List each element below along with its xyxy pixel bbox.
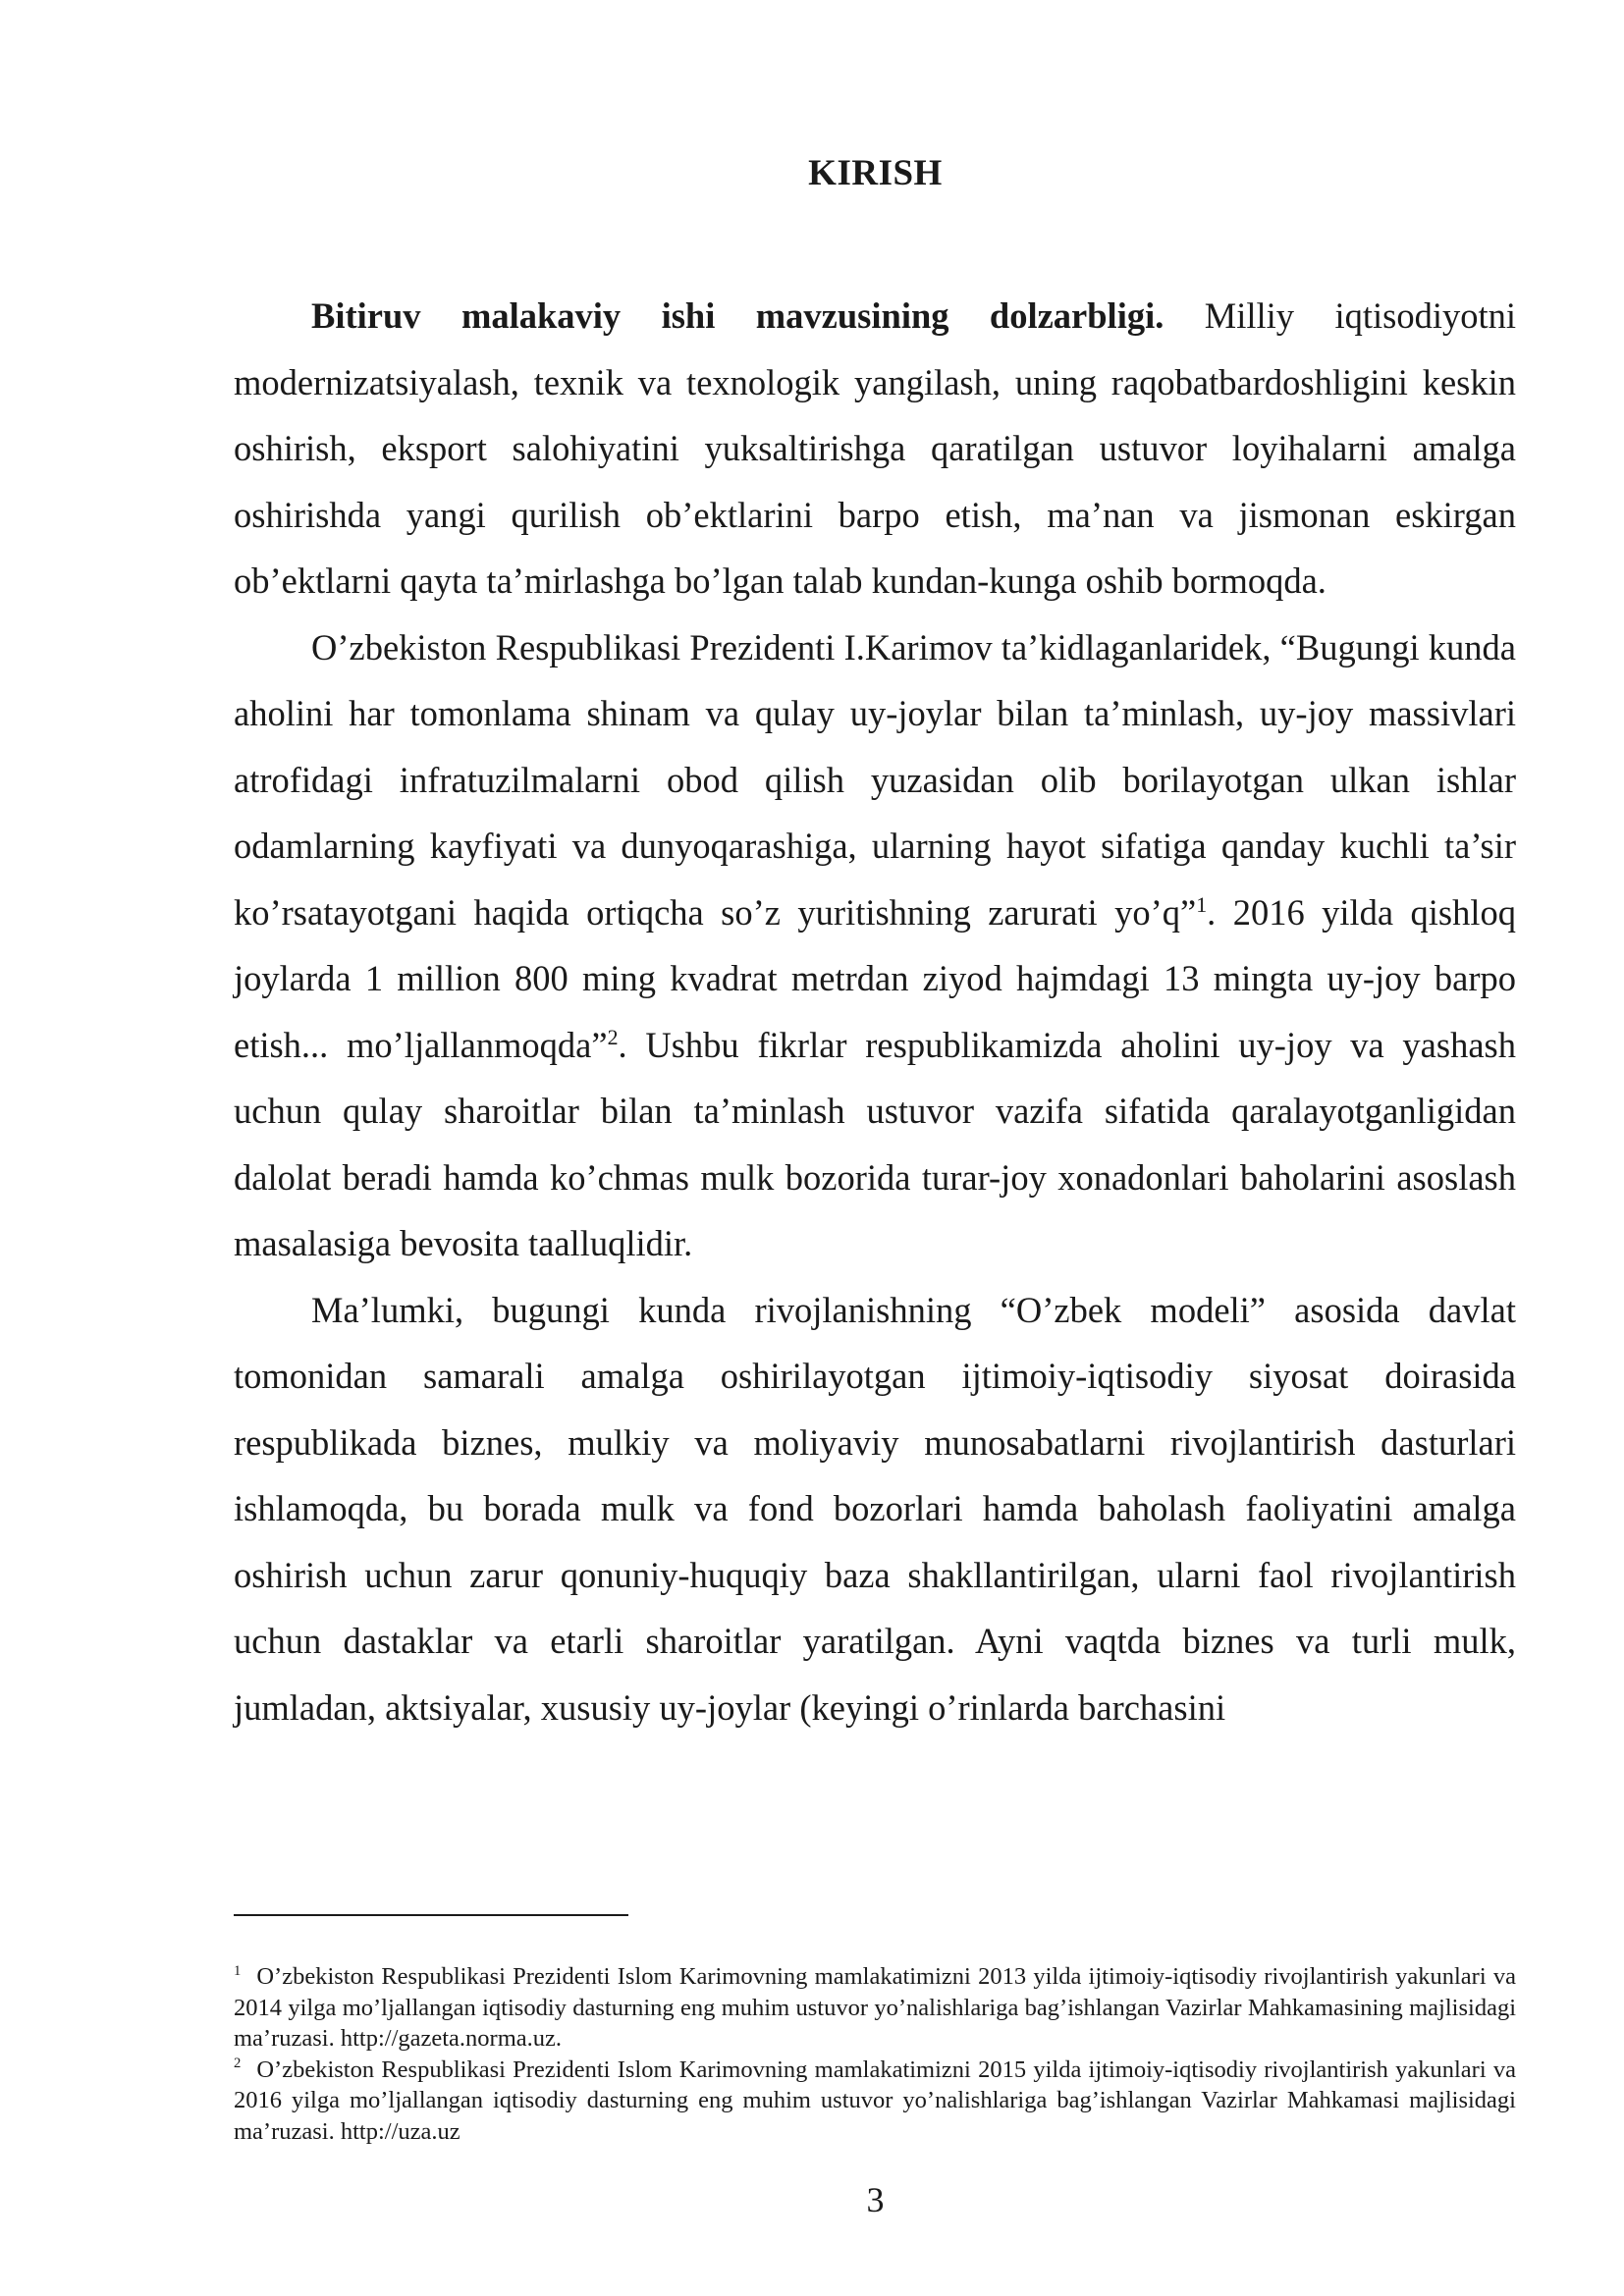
paragraph-relevance [234,283,1516,614]
quote-text-part1: O’zbekiston Respublikasi Prezidenti I.Karimov ta’kidlaganlaridek, “Bugungi kunda aholini har tomonlama shinam va qulay uy-joylar bilan ta’minlash, uy-joy massivlari atrofidagi infratuzilmalarni obod qilish yuzasidan olib borilayotgan ulkan ishlar odamlarning kayfiyati va dunyoqarashiga, ularning hayot sifatiga qanday kuchli ta’sir ko’rsatayotgani haqida ortiqcha so’z yuritishning zarurati yo’q” [234,626,1516,933]
paragraph-lead: Bitiruv malakaviy ishi mavzusining dolzarbligi. [311,295,1164,336]
paragraph-text: Milliy iqtisodiyotni modernizatsiyalash, texnik va texnologik yangilash, uning raqobatbardoshligini keskin oshirish, eksport salohiyatini yuksaltirishga qaratilgan ustuvor loyihalarni amalga oshirishda yangi qurilish ob’ektlarini barpo etish, ma’nan va jismonan eskirgan ob’ektlarni qayta ta’mirlashga bo’lgan talab kundan-kunga oshib bormoqda. [234,295,1516,601]
quote-text-part2: . 2016 yilda qishloq joylarda 1 million 800 ming kvadrat metrdan ziyod hajmdagi 13 mingta uy-joy barpo etish... mo’ljallanmoqda” [234,891,1516,1065]
footnote-ref-2: 2 [607,1024,619,1049]
footnote-1 [234,1961,1516,2055]
body-text [234,283,1516,1740]
footnote-separator [234,1914,628,1916]
footnote-text-2: O’zbekiston Respublikasi Prezidenti Islom Karimovning mamlakatimizni 2015 yilda ijtimoiy-iqtisodiy rivojlantirish yakunlari va 2016 yilga mo’ljallangan iqtisodiy dasturning eng muhim ustuvor yo’nalishlariga bag’ishlangan Vazirlar Mahkamasi majlisidagi ma’ruzasi. http://uza.uz [234,2056,1516,2145]
page-number: 3 [866,2180,885,2219]
footnote-ref-1: 1 [1196,891,1208,917]
quote-text-part3: . Ushbu fikrlar respublikamizda aholini uy-joy va yashash uchun qulay sharoitlar bilan ta’minlash ustuvor vazifa sifatida qaralayotganligidan dalolat beradi hamda ko’chmas mulk bozorida turar-joy xonadonlari baholarini asoslash masalasiga bevosita taalluqlidir. [234,1024,1516,1263]
footnote-text-1: O’zbekiston Respublikasi Prezidenti Islom Karimovning mamlakatimizni 2013 yilda ijtimoiy-iqtisodiy rivojlantirish yakunlari va 2014 yilga mo’ljallangan iqtisodiy dasturning eng muhim ustuvor yo’nalishlariga bag’ishlangan Vazirlar Mahkamasining majlisidagi ma’ruzasi. http://gazeta.norma.uz. [234,1963,1516,2052]
footnote-mark-2: 2 [234,2056,242,2072]
footnotes [234,1961,1516,2147]
paragraph-president-quote [234,614,1516,1277]
section-heading: KIRISH [808,153,943,193]
footnote-mark-1: 1 [234,1962,242,1979]
paragraph-uzbek-model: Ma’lumki, bugungi kunda rivojlanishning “O’zbek modeli” asosida davlat tomonidan samarali amalga oshirilayotgan ijtimoiy-iqtisodiy siyosat doirasida respublikada biznes, mulkiy va moliyaviy munosabatlarni rivojlantirish dasturlari ishlamoqda, bu borada mulk va fond bozorlari hamda baholash faoliyatini amalga oshirish uchun zarur qonuniy-huquqiy baza shakllantirilgan, ularni faol rivojlantirish uchun dastaklar va etarli sharoitlar yaratilgan. Ayni vaqtda biznes va turli mulk, jumladan, aktsiyalar, xususiy uy-joylar (keyingi o’rinlarda barchasini [234,1289,1516,1728]
footnote-2 [234,2055,1516,2148]
